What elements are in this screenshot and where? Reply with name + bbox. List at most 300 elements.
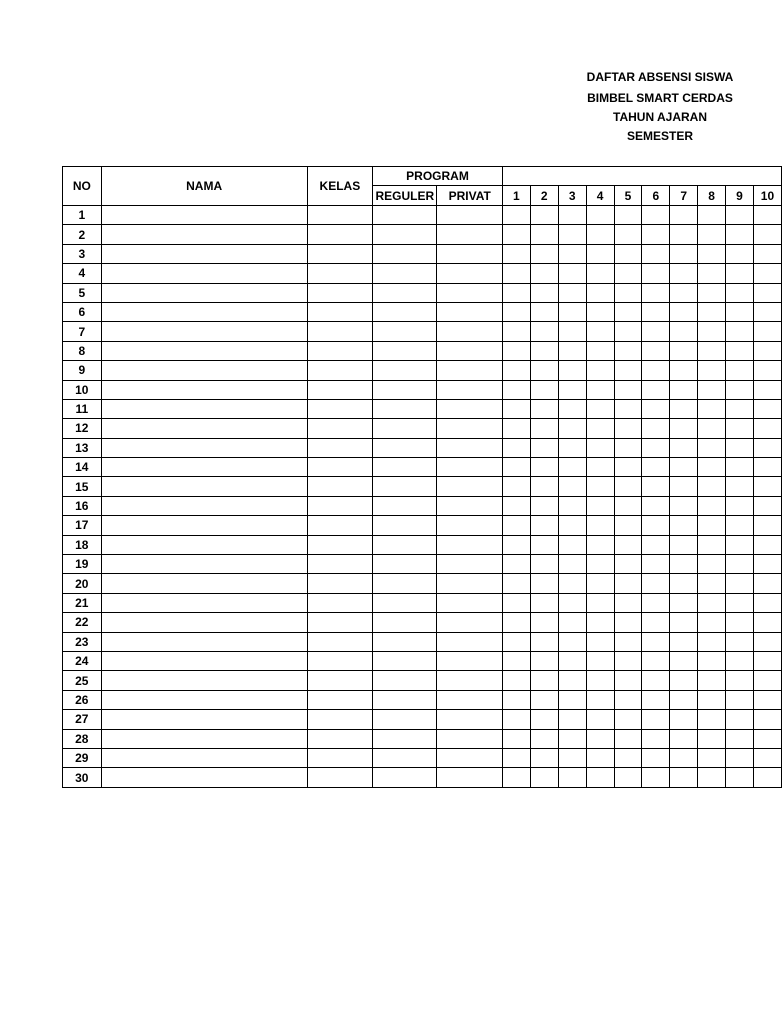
- reguler-cell[interactable]: [373, 516, 437, 535]
- attendance-cell[interactable]: [558, 729, 586, 748]
- kelas-cell[interactable]: [307, 651, 372, 670]
- attendance-cell[interactable]: [642, 516, 670, 535]
- attendance-cell[interactable]: [502, 438, 530, 457]
- attendance-cell[interactable]: [558, 419, 586, 438]
- attendance-cell[interactable]: [642, 302, 670, 321]
- reguler-cell[interactable]: [373, 361, 437, 380]
- nama-cell[interactable]: [101, 225, 307, 244]
- nama-cell[interactable]: [101, 651, 307, 670]
- attendance-cell[interactable]: [530, 380, 558, 399]
- reguler-cell[interactable]: [373, 380, 437, 399]
- attendance-cell[interactable]: [753, 322, 781, 341]
- nama-cell[interactable]: [101, 244, 307, 263]
- attendance-cell[interactable]: [558, 613, 586, 632]
- attendance-cell[interactable]: [614, 244, 642, 263]
- attendance-cell[interactable]: [670, 477, 698, 496]
- attendance-cell[interactable]: [530, 690, 558, 709]
- attendance-cell[interactable]: [502, 458, 530, 477]
- reguler-cell[interactable]: [373, 671, 437, 690]
- attendance-cell[interactable]: [530, 361, 558, 380]
- reguler-cell[interactable]: [373, 225, 437, 244]
- attendance-cell[interactable]: [558, 206, 586, 225]
- attendance-cell[interactable]: [670, 768, 698, 787]
- attendance-cell[interactable]: [558, 768, 586, 787]
- attendance-cell[interactable]: [642, 690, 670, 709]
- attendance-cell[interactable]: [530, 458, 558, 477]
- attendance-cell[interactable]: [726, 419, 754, 438]
- attendance-cell[interactable]: [502, 225, 530, 244]
- attendance-cell[interactable]: [726, 399, 754, 418]
- kelas-cell[interactable]: [307, 710, 372, 729]
- attendance-cell[interactable]: [642, 710, 670, 729]
- attendance-cell[interactable]: [726, 671, 754, 690]
- reguler-cell[interactable]: [373, 651, 437, 670]
- attendance-cell[interactable]: [726, 341, 754, 360]
- attendance-cell[interactable]: [726, 322, 754, 341]
- attendance-cell[interactable]: [726, 710, 754, 729]
- attendance-cell[interactable]: [614, 458, 642, 477]
- reguler-cell[interactable]: [373, 477, 437, 496]
- attendance-cell[interactable]: [558, 244, 586, 263]
- attendance-cell[interactable]: [642, 361, 670, 380]
- attendance-cell[interactable]: [726, 380, 754, 399]
- attendance-cell[interactable]: [726, 438, 754, 457]
- privat-cell[interactable]: [437, 748, 502, 767]
- attendance-cell[interactable]: [530, 671, 558, 690]
- attendance-cell[interactable]: [586, 516, 614, 535]
- attendance-cell[interactable]: [530, 322, 558, 341]
- attendance-cell[interactable]: [558, 399, 586, 418]
- privat-cell[interactable]: [437, 322, 502, 341]
- nama-cell[interactable]: [101, 206, 307, 225]
- reguler-cell[interactable]: [373, 768, 437, 787]
- nama-cell[interactable]: [101, 380, 307, 399]
- privat-cell[interactable]: [437, 458, 502, 477]
- reguler-cell[interactable]: [373, 710, 437, 729]
- privat-cell[interactable]: [437, 516, 502, 535]
- attendance-cell[interactable]: [502, 535, 530, 554]
- attendance-cell[interactable]: [614, 225, 642, 244]
- kelas-cell[interactable]: [307, 690, 372, 709]
- attendance-cell[interactable]: [558, 322, 586, 341]
- attendance-cell[interactable]: [586, 555, 614, 574]
- privat-cell[interactable]: [437, 496, 502, 515]
- attendance-cell[interactable]: [670, 729, 698, 748]
- attendance-cell[interactable]: [642, 496, 670, 515]
- nama-cell[interactable]: [101, 341, 307, 360]
- attendance-cell[interactable]: [530, 477, 558, 496]
- attendance-cell[interactable]: [530, 555, 558, 574]
- kelas-cell[interactable]: [307, 438, 372, 457]
- kelas-cell[interactable]: [307, 302, 372, 321]
- nama-cell[interactable]: [101, 399, 307, 418]
- kelas-cell[interactable]: [307, 380, 372, 399]
- attendance-cell[interactable]: [530, 574, 558, 593]
- nama-cell[interactable]: [101, 748, 307, 767]
- reguler-cell[interactable]: [373, 283, 437, 302]
- attendance-cell[interactable]: [726, 496, 754, 515]
- attendance-cell[interactable]: [753, 690, 781, 709]
- kelas-cell[interactable]: [307, 206, 372, 225]
- attendance-cell[interactable]: [670, 690, 698, 709]
- attendance-cell[interactable]: [502, 283, 530, 302]
- attendance-cell[interactable]: [614, 361, 642, 380]
- attendance-cell[interactable]: [726, 535, 754, 554]
- attendance-cell[interactable]: [698, 613, 726, 632]
- attendance-cell[interactable]: [670, 458, 698, 477]
- reguler-cell[interactable]: [373, 399, 437, 418]
- attendance-cell[interactable]: [726, 729, 754, 748]
- kelas-cell[interactable]: [307, 574, 372, 593]
- nama-cell[interactable]: [101, 632, 307, 651]
- nama-cell[interactable]: [101, 671, 307, 690]
- attendance-cell[interactable]: [502, 768, 530, 787]
- privat-cell[interactable]: [437, 651, 502, 670]
- privat-cell[interactable]: [437, 593, 502, 612]
- attendance-cell[interactable]: [530, 225, 558, 244]
- attendance-cell[interactable]: [670, 322, 698, 341]
- privat-cell[interactable]: [437, 225, 502, 244]
- attendance-cell[interactable]: [558, 516, 586, 535]
- privat-cell[interactable]: [437, 729, 502, 748]
- attendance-cell[interactable]: [670, 283, 698, 302]
- kelas-cell[interactable]: [307, 671, 372, 690]
- privat-cell[interactable]: [437, 264, 502, 283]
- attendance-cell[interactable]: [698, 690, 726, 709]
- attendance-cell[interactable]: [726, 748, 754, 767]
- attendance-cell[interactable]: [753, 264, 781, 283]
- attendance-cell[interactable]: [558, 341, 586, 360]
- attendance-cell[interactable]: [726, 516, 754, 535]
- attendance-cell[interactable]: [670, 613, 698, 632]
- attendance-cell[interactable]: [670, 632, 698, 651]
- attendance-cell[interactable]: [670, 748, 698, 767]
- attendance-cell[interactable]: [670, 593, 698, 612]
- attendance-cell[interactable]: [670, 341, 698, 360]
- attendance-cell[interactable]: [726, 651, 754, 670]
- attendance-cell[interactable]: [698, 768, 726, 787]
- attendance-cell[interactable]: [698, 593, 726, 612]
- attendance-cell[interactable]: [642, 283, 670, 302]
- attendance-cell[interactable]: [753, 380, 781, 399]
- nama-cell[interactable]: [101, 729, 307, 748]
- attendance-cell[interactable]: [502, 302, 530, 321]
- attendance-cell[interactable]: [642, 768, 670, 787]
- reguler-cell[interactable]: [373, 555, 437, 574]
- attendance-cell[interactable]: [642, 748, 670, 767]
- attendance-cell[interactable]: [726, 593, 754, 612]
- attendance-cell[interactable]: [753, 399, 781, 418]
- attendance-cell[interactable]: [726, 613, 754, 632]
- attendance-cell[interactable]: [530, 535, 558, 554]
- attendance-cell[interactable]: [586, 361, 614, 380]
- attendance-cell[interactable]: [502, 516, 530, 535]
- attendance-cell[interactable]: [670, 419, 698, 438]
- nama-cell[interactable]: [101, 302, 307, 321]
- attendance-cell[interactable]: [502, 244, 530, 263]
- attendance-cell[interactable]: [530, 206, 558, 225]
- attendance-cell[interactable]: [642, 632, 670, 651]
- attendance-cell[interactable]: [586, 244, 614, 263]
- attendance-cell[interactable]: [642, 206, 670, 225]
- kelas-cell[interactable]: [307, 748, 372, 767]
- attendance-cell[interactable]: [753, 458, 781, 477]
- kelas-cell[interactable]: [307, 264, 372, 283]
- attendance-cell[interactable]: [530, 768, 558, 787]
- attendance-cell[interactable]: [726, 632, 754, 651]
- attendance-cell[interactable]: [753, 671, 781, 690]
- attendance-cell[interactable]: [698, 671, 726, 690]
- nama-cell[interactable]: [101, 322, 307, 341]
- attendance-cell[interactable]: [558, 361, 586, 380]
- attendance-cell[interactable]: [670, 380, 698, 399]
- attendance-cell[interactable]: [670, 651, 698, 670]
- attendance-cell[interactable]: [530, 419, 558, 438]
- attendance-cell[interactable]: [614, 419, 642, 438]
- attendance-cell[interactable]: [670, 496, 698, 515]
- nama-cell[interactable]: [101, 768, 307, 787]
- attendance-cell[interactable]: [698, 458, 726, 477]
- attendance-cell[interactable]: [530, 593, 558, 612]
- kelas-cell[interactable]: [307, 225, 372, 244]
- reguler-cell[interactable]: [373, 535, 437, 554]
- attendance-cell[interactable]: [586, 477, 614, 496]
- attendance-cell[interactable]: [614, 477, 642, 496]
- attendance-cell[interactable]: [586, 283, 614, 302]
- nama-cell[interactable]: [101, 555, 307, 574]
- attendance-cell[interactable]: [726, 477, 754, 496]
- nama-cell[interactable]: [101, 690, 307, 709]
- attendance-cell[interactable]: [614, 380, 642, 399]
- attendance-cell[interactable]: [753, 438, 781, 457]
- attendance-cell[interactable]: [642, 555, 670, 574]
- attendance-cell[interactable]: [614, 283, 642, 302]
- attendance-cell[interactable]: [642, 225, 670, 244]
- privat-cell[interactable]: [437, 477, 502, 496]
- nama-cell[interactable]: [101, 361, 307, 380]
- privat-cell[interactable]: [437, 632, 502, 651]
- attendance-cell[interactable]: [753, 535, 781, 554]
- attendance-cell[interactable]: [558, 535, 586, 554]
- nama-cell[interactable]: [101, 574, 307, 593]
- attendance-cell[interactable]: [753, 516, 781, 535]
- attendance-cell[interactable]: [642, 380, 670, 399]
- attendance-cell[interactable]: [753, 768, 781, 787]
- attendance-cell[interactable]: [558, 748, 586, 767]
- attendance-cell[interactable]: [670, 225, 698, 244]
- attendance-cell[interactable]: [502, 399, 530, 418]
- attendance-cell[interactable]: [558, 651, 586, 670]
- attendance-cell[interactable]: [726, 206, 754, 225]
- attendance-cell[interactable]: [614, 632, 642, 651]
- attendance-cell[interactable]: [642, 671, 670, 690]
- attendance-cell[interactable]: [698, 380, 726, 399]
- attendance-cell[interactable]: [502, 322, 530, 341]
- attendance-cell[interactable]: [586, 264, 614, 283]
- attendance-cell[interactable]: [753, 651, 781, 670]
- attendance-cell[interactable]: [670, 244, 698, 263]
- privat-cell[interactable]: [437, 555, 502, 574]
- kelas-cell[interactable]: [307, 613, 372, 632]
- attendance-cell[interactable]: [502, 729, 530, 748]
- privat-cell[interactable]: [437, 671, 502, 690]
- privat-cell[interactable]: [437, 361, 502, 380]
- attendance-cell[interactable]: [614, 206, 642, 225]
- attendance-cell[interactable]: [753, 574, 781, 593]
- attendance-cell[interactable]: [558, 477, 586, 496]
- attendance-cell[interactable]: [558, 302, 586, 321]
- attendance-cell[interactable]: [670, 516, 698, 535]
- attendance-cell[interactable]: [614, 264, 642, 283]
- attendance-cell[interactable]: [753, 244, 781, 263]
- attendance-cell[interactable]: [502, 710, 530, 729]
- attendance-cell[interactable]: [502, 361, 530, 380]
- attendance-cell[interactable]: [698, 710, 726, 729]
- attendance-cell[interactable]: [670, 555, 698, 574]
- attendance-cell[interactable]: [614, 729, 642, 748]
- attendance-cell[interactable]: [642, 729, 670, 748]
- attendance-cell[interactable]: [698, 283, 726, 302]
- attendance-cell[interactable]: [502, 380, 530, 399]
- attendance-cell[interactable]: [558, 438, 586, 457]
- attendance-cell[interactable]: [726, 555, 754, 574]
- attendance-cell[interactable]: [530, 438, 558, 457]
- attendance-cell[interactable]: [670, 574, 698, 593]
- attendance-cell[interactable]: [753, 206, 781, 225]
- attendance-cell[interactable]: [586, 593, 614, 612]
- attendance-cell[interactable]: [698, 302, 726, 321]
- kelas-cell[interactable]: [307, 361, 372, 380]
- attendance-cell[interactable]: [642, 477, 670, 496]
- attendance-cell[interactable]: [642, 341, 670, 360]
- attendance-cell[interactable]: [642, 651, 670, 670]
- reguler-cell[interactable]: [373, 322, 437, 341]
- attendance-cell[interactable]: [753, 613, 781, 632]
- attendance-cell[interactable]: [586, 768, 614, 787]
- attendance-cell[interactable]: [614, 399, 642, 418]
- attendance-cell[interactable]: [698, 361, 726, 380]
- attendance-cell[interactable]: [698, 438, 726, 457]
- kelas-cell[interactable]: [307, 496, 372, 515]
- privat-cell[interactable]: [437, 768, 502, 787]
- reguler-cell[interactable]: [373, 690, 437, 709]
- attendance-cell[interactable]: [614, 302, 642, 321]
- attendance-cell[interactable]: [670, 535, 698, 554]
- attendance-cell[interactable]: [670, 264, 698, 283]
- attendance-cell[interactable]: [530, 516, 558, 535]
- attendance-cell[interactable]: [753, 496, 781, 515]
- attendance-cell[interactable]: [642, 574, 670, 593]
- attendance-cell[interactable]: [726, 264, 754, 283]
- attendance-cell[interactable]: [726, 302, 754, 321]
- attendance-cell[interactable]: [614, 613, 642, 632]
- attendance-cell[interactable]: [502, 613, 530, 632]
- kelas-cell[interactable]: [307, 341, 372, 360]
- kelas-cell[interactable]: [307, 322, 372, 341]
- attendance-cell[interactable]: [753, 477, 781, 496]
- attendance-cell[interactable]: [614, 593, 642, 612]
- attendance-cell[interactable]: [753, 302, 781, 321]
- attendance-cell[interactable]: [614, 651, 642, 670]
- kelas-cell[interactable]: [307, 244, 372, 263]
- attendance-cell[interactable]: [502, 555, 530, 574]
- attendance-cell[interactable]: [530, 302, 558, 321]
- attendance-cell[interactable]: [753, 593, 781, 612]
- attendance-cell[interactable]: [614, 516, 642, 535]
- attendance-cell[interactable]: [698, 477, 726, 496]
- attendance-cell[interactable]: [558, 264, 586, 283]
- attendance-cell[interactable]: [614, 710, 642, 729]
- kelas-cell[interactable]: [307, 555, 372, 574]
- attendance-cell[interactable]: [502, 690, 530, 709]
- nama-cell[interactable]: [101, 458, 307, 477]
- attendance-cell[interactable]: [698, 341, 726, 360]
- reguler-cell[interactable]: [373, 438, 437, 457]
- attendance-cell[interactable]: [558, 632, 586, 651]
- attendance-cell[interactable]: [614, 496, 642, 515]
- attendance-cell[interactable]: [642, 458, 670, 477]
- attendance-cell[interactable]: [586, 632, 614, 651]
- attendance-cell[interactable]: [698, 729, 726, 748]
- attendance-cell[interactable]: [502, 574, 530, 593]
- attendance-cell[interactable]: [530, 264, 558, 283]
- attendance-cell[interactable]: [753, 283, 781, 302]
- kelas-cell[interactable]: [307, 593, 372, 612]
- kelas-cell[interactable]: [307, 729, 372, 748]
- reguler-cell[interactable]: [373, 458, 437, 477]
- attendance-cell[interactable]: [530, 651, 558, 670]
- attendance-cell[interactable]: [586, 322, 614, 341]
- attendance-cell[interactable]: [698, 516, 726, 535]
- attendance-cell[interactable]: [614, 438, 642, 457]
- reguler-cell[interactable]: [373, 244, 437, 263]
- attendance-cell[interactable]: [530, 613, 558, 632]
- attendance-cell[interactable]: [530, 283, 558, 302]
- attendance-cell[interactable]: [642, 438, 670, 457]
- attendance-cell[interactable]: [586, 651, 614, 670]
- attendance-cell[interactable]: [614, 322, 642, 341]
- attendance-cell[interactable]: [586, 380, 614, 399]
- attendance-cell[interactable]: [753, 748, 781, 767]
- attendance-cell[interactable]: [586, 399, 614, 418]
- attendance-cell[interactable]: [586, 438, 614, 457]
- attendance-cell[interactable]: [530, 748, 558, 767]
- nama-cell[interactable]: [101, 438, 307, 457]
- attendance-cell[interactable]: [670, 206, 698, 225]
- attendance-cell[interactable]: [558, 555, 586, 574]
- attendance-cell[interactable]: [753, 225, 781, 244]
- attendance-cell[interactable]: [698, 244, 726, 263]
- attendance-cell[interactable]: [698, 399, 726, 418]
- nama-cell[interactable]: [101, 613, 307, 632]
- nama-cell[interactable]: [101, 477, 307, 496]
- attendance-cell[interactable]: [586, 671, 614, 690]
- attendance-cell[interactable]: [558, 574, 586, 593]
- attendance-cell[interactable]: [558, 225, 586, 244]
- attendance-cell[interactable]: [586, 496, 614, 515]
- attendance-cell[interactable]: [558, 283, 586, 302]
- nama-cell[interactable]: [101, 496, 307, 515]
- attendance-cell[interactable]: [502, 651, 530, 670]
- attendance-cell[interactable]: [670, 438, 698, 457]
- attendance-cell[interactable]: [726, 690, 754, 709]
- reguler-cell[interactable]: [373, 613, 437, 632]
- nama-cell[interactable]: [101, 516, 307, 535]
- attendance-cell[interactable]: [614, 748, 642, 767]
- privat-cell[interactable]: [437, 438, 502, 457]
- attendance-cell[interactable]: [698, 419, 726, 438]
- attendance-cell[interactable]: [586, 748, 614, 767]
